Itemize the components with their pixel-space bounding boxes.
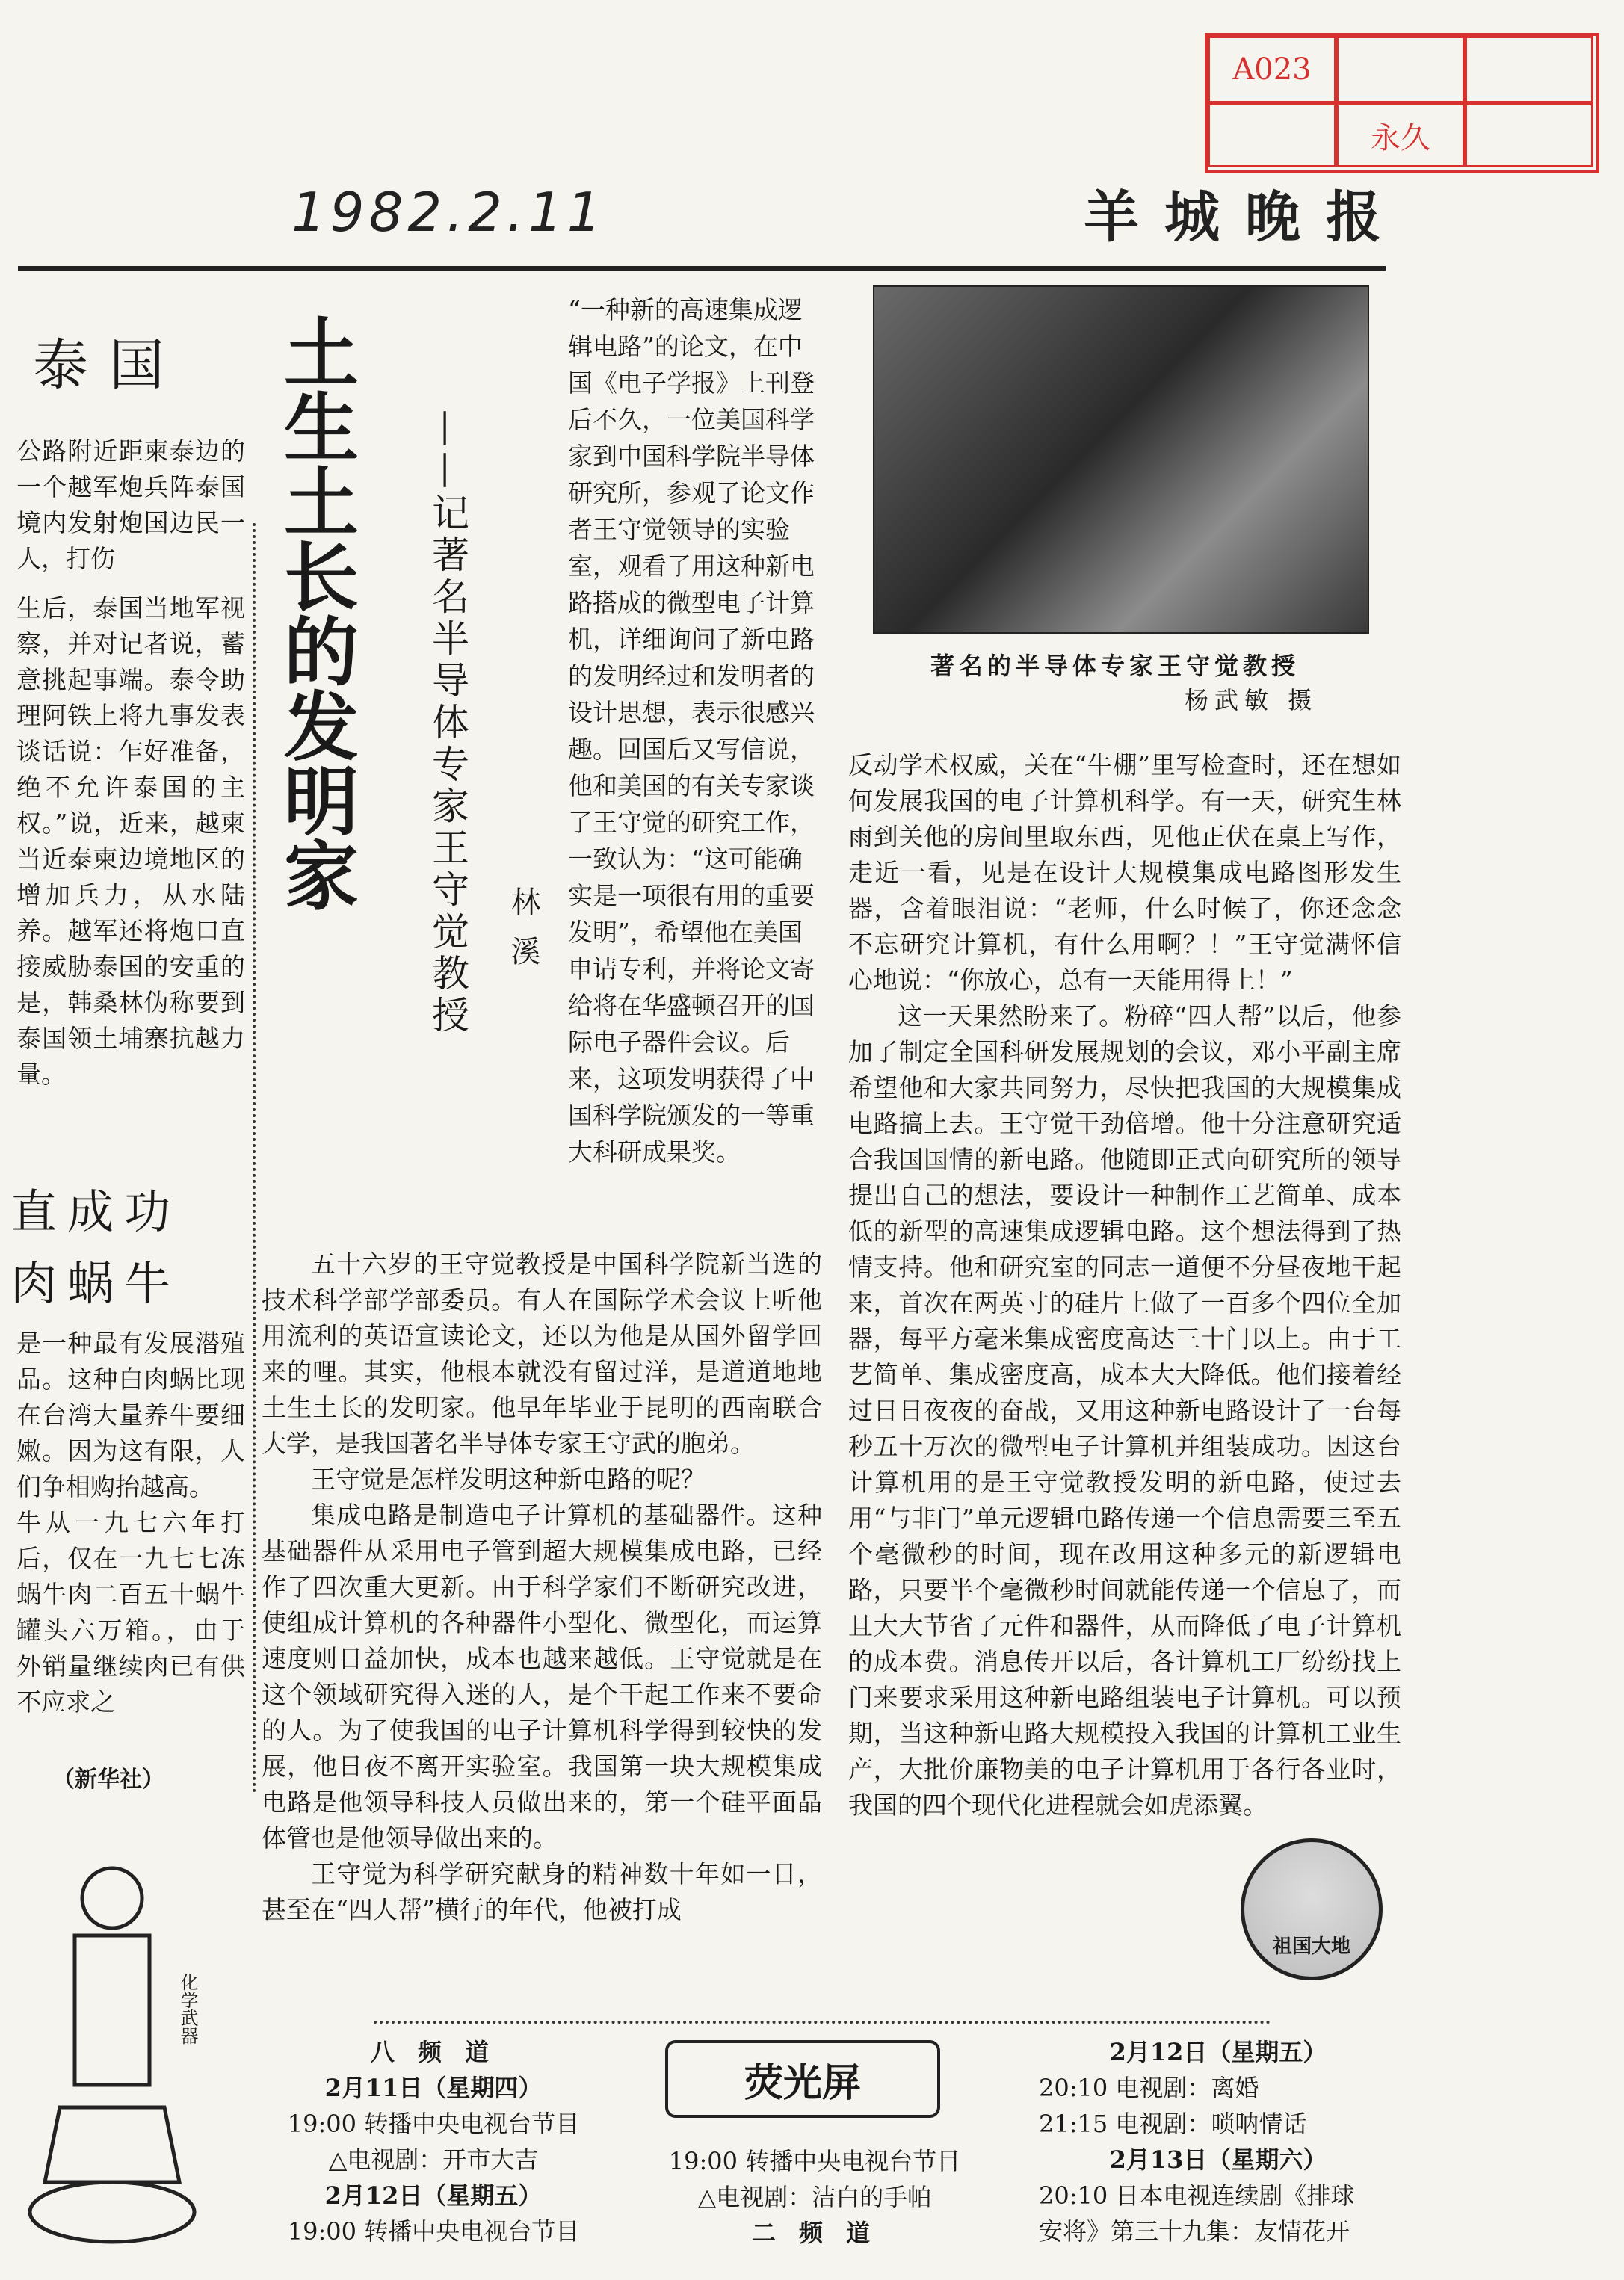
photo-caption: 著名的半导体专家王守觉教授 — [930, 652, 1300, 680]
cartoon-drawing — [15, 1838, 202, 2257]
badge-label: 祖国大地 — [1272, 1935, 1350, 1958]
listing-day: 2月13日（星期六） — [1109, 2145, 1327, 2174]
article-subheadline: ——记著名半导体专家王守觉教授 — [426, 410, 469, 1037]
photo-credit: 杨武敏 摄 — [1185, 686, 1318, 714]
stamp-code: A023 — [1208, 36, 1336, 103]
handwritten-date: 1982.2.11 — [291, 181, 606, 244]
listing-day: 2月12日（星期五） — [1109, 2038, 1327, 2066]
listing-line: 19:00 转播中央电视台节目 — [668, 2147, 961, 2175]
article-headline: 土生土长的发明家 — [271, 314, 359, 912]
listing-line: 19:00 转播中央电视台节目 — [287, 2110, 580, 2138]
body-paragraph: 五十六岁的王守觉教授是中国科学院新当选的技术科学部学部委员。有人在国际学术会议上听他用流利的英语宣读论文，还以为他是从国外留学回来的哩。其实，他根本就没有留过洋，是道道地地土生土长的发明家。他早年毕业于昆明的西南联合大学，是我国著名半导体专家王守武的胞弟。 — [262, 1249, 822, 1458]
stamp-cell — [1465, 36, 1593, 103]
stamp-cell — [1465, 103, 1593, 167]
article-author: 林溪 — [506, 886, 540, 985]
stamp-cell — [1336, 36, 1465, 103]
tv-right-listing — [1039, 2034, 1398, 2249]
listing-line: △电视剧：开市大吉 — [328, 2145, 539, 2174]
left-column-text-2 — [16, 1326, 245, 1720]
column-divider — [253, 523, 256, 1794]
body-paragraph: 这一天果然盼来了。粉碎“四人帮”以后，他参加了制定全国科研发展规划的会议，邓小平副主席希望他和大家共同努力，尽快把我国的大规模集成电路搞上去。王守觉干劲倍增。他十分注意研究适合我国国情的新电路。他随即正式向研究所的领导提出自己的想法，要设计一种制作工艺简单、成本低的新型的高速集成逻辑电路。这个想法得到了热情支持。他和研究室的同志一道便不分昼夜地干起来，首次在两英寸的硅片上做了一百多个四位全加器，每平方毫米集成密度高达三十门以上。由于工艺简单、集成密度高，成本大大降低。他们接着经过日日夜夜的奋战，又用这种新电路设计了一台每秒五十万次的微型电子计算机并组装成功。因这台计算机用的是王守觉教授发明的新电路，使过去用“与非门”单元逻辑电路传递一个信息需要三至五个毫微秒的时间，现在改用这种多元的新逻辑电路，只要半个毫微秒时间就能传递一个信息了，而且大大节省了元件和器件，从而降低了电子计算机的成本费。消息传开以后，各计算机工厂纷纷找上门来要求采用这种新电路组装电子计算机。可以预期，当这种新电路大规模投入我国的计算机工业生产，大批价廉物美的电子计算机用于各行各业时，我国的四个现代化进程就会如虎添翼。 — [848, 1001, 1401, 1820]
listing-line: 21:15 电视剧：唢呐情话 — [1039, 2110, 1307, 2138]
top-rule — [18, 266, 1386, 271]
cartoon-illustration — [15, 1838, 202, 2257]
channel-8-title: 八 频 道 — [370, 2038, 497, 2066]
portrait-photo — [873, 285, 1369, 634]
listing-day: 2月11日（星期四） — [324, 2074, 543, 2102]
listing-line: 安将》第三十九集：友情花开 — [1039, 2217, 1350, 2246]
left-paragraph: 公路附近距柬泰边的一个越军炮兵阵泰国境内发射炮国边民一人，打伤 — [16, 436, 245, 573]
tv-channel-8 — [262, 2034, 605, 2249]
left-column-title: 泰国 — [33, 333, 185, 398]
body-paragraph: 王守觉是怎样发明这种新电路的呢？ — [311, 1465, 706, 1494]
archive-stamp — [1205, 33, 1599, 173]
left-paragraph: 生后，泰国当地军视察，并对记者说，蓄意挑起事端。泰令助理阿铁上将九事发表谈话说：乍好准备，绝不允许泰国的主权。”说，近来，越柬当近泰柬边境地区的增加兵力，从水陆养。越军还将炮口直接威胁泰国的安重的是，韩桑林伪称要到泰国领土埔寨抗越力量。 — [16, 593, 245, 1089]
left-paragraph: 牛从一九七六年打后，仅在一九七七冻蜗牛肉二百五十蜗牛罐头六万箱。，由于外销量继续肉已有供不应求之 — [16, 1508, 245, 1717]
left-headline-3: 肉蜗牛 — [10, 1256, 182, 1311]
listing-line: 20:10 日本电视连续剧《排球 — [1039, 2181, 1355, 2210]
cartoon-caption: 化学武器 — [177, 1973, 198, 2045]
column-badge — [1241, 1838, 1383, 1980]
left-column-text — [16, 433, 245, 1093]
listing-line: 20:10 电视剧：离婚 — [1039, 2074, 1259, 2102]
newspaper-name: 羊城晚报 — [1084, 185, 1407, 250]
channel-2-title: 二 频 道 — [751, 2219, 878, 2247]
left-paragraph: 是一种最有发展潜殖品。这种白肉蜗比现在台湾大量养牛要细嫩。因为这有限，人们争相购抬越高。 — [16, 1329, 245, 1501]
left-headline-2: 直成功 — [10, 1184, 182, 1239]
body-paragraph: 集成电路是制造电子计算机的基础器件。这种基础器件从采用电子管到超大规模集成电路，已经作了四次重大更新。由于科学家们不断研究改进，使组成计算机的各种器件小型化、微型化，而运算速度则日益加快，成本也越来越低。王守觉就是在这个领域研究得入迷的人，是个干起工作来不要命的人。为了使我国的电子计算机科学得到较快的发展，他日夜不离开实验室。我国第一块大规模集成电路是他领导科技人员做出来的，第一个硅平面晶体管也是他领导做出来的。 — [262, 1501, 822, 1853]
tv-logo: 荧光屏 — [665, 2040, 940, 2118]
stamp-term: 永久 — [1336, 103, 1465, 167]
bottom-rule — [374, 2021, 1271, 2024]
listing-day: 2月12日（星期五） — [324, 2181, 543, 2210]
article-intro: “一种新的高速集成逻辑电路”的论文，在中国《电子学报》上刊登后不久，一位美国科学家到中国科学院半导体研究所，参观了论文作者王守觉领导的实验室，观看了用这种新电路搭成的微型电子计算机，详细询问了新电路的发明经过和发明者的设计思想，表示很感兴趣。回国后又写信说，他和美国的有关专家谈了王守觉的研究工作，一致认为：“这可能确实是一项很有用的重要发明”，希望他在美国申请专利，并将论文寄给将在华盛顿召开的国际电子器件会议。后来，这项发明获得了中国科学院颁发的一等重大科研成果奖。 — [568, 295, 815, 1167]
listing-line: △电视剧：洁白的手帕 — [697, 2183, 932, 2211]
body-paragraph: 反动学术权威，关在“牛棚”里写检查时，还在想如何发展我国的电子计算机科学。有一天，研究生林雨到关他的房间里取东西，见他正伏在桌上写作，走近一看，见是在设计大规模集成电路图形发生器，含着眼泪说：“老师，什么时候了，你还念念不忘研究计算机，有什么用啊？！”王守觉满怀信心地说：“你放心，总有一天能用得上！” — [848, 750, 1401, 995]
listing-line: 19:00 转播中央电视台节目 — [287, 2217, 580, 2246]
stamp-cell — [1208, 103, 1336, 167]
body-paragraph: 王守觉为科学研究献身的精神数十年如一日，甚至在“四人帮”横行的年代，他被打成 — [262, 1859, 822, 1924]
article-body-right — [848, 747, 1401, 1823]
article-body-left — [262, 1246, 822, 1928]
news-source: （新华社） — [52, 1767, 164, 1793]
tv-middle-listing — [643, 2143, 987, 2251]
